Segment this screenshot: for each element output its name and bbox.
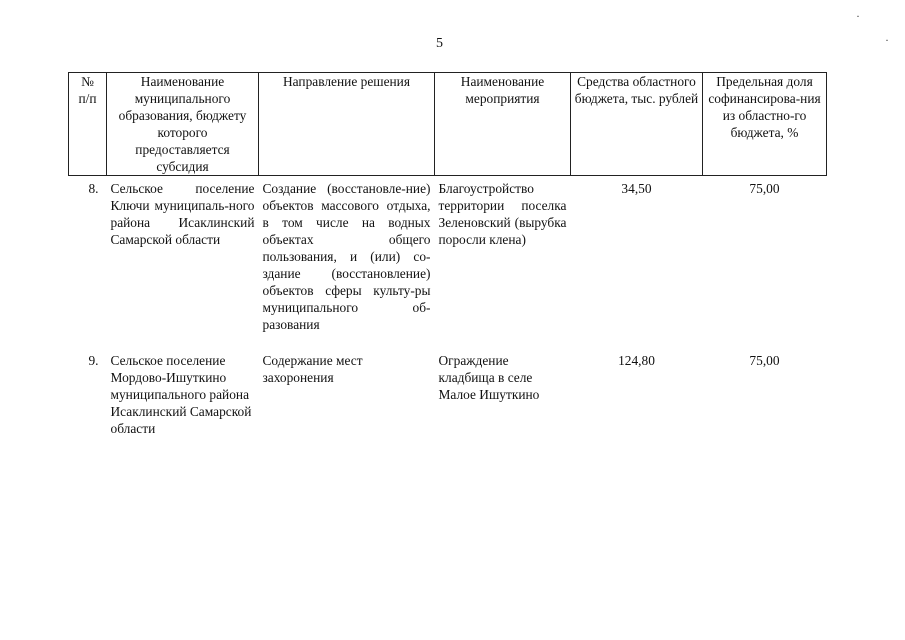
header-number: [69, 73, 107, 176]
table-header: [69, 73, 827, 176]
table-row: [69, 176, 827, 349]
header-municipality: Наименование муниципального образования, бюджету которого предоставляется субсидия: [107, 73, 259, 176]
row-number: 8.: [88, 181, 99, 196]
header-event: Наименование мероприятия: [435, 73, 571, 176]
row-municipality: Сельское поселение Ключи муниципаль-ного района Исаклинский Самарской области: [110, 181, 255, 247]
subsidy-table: [68, 72, 827, 437]
header-funds: Средства областного бюджета, тыс. рублей: [571, 73, 703, 176]
row-event: Ограждение кладбища в селе Малое Ишуткино: [438, 353, 540, 402]
row-municipality: Сельское поселение Мордово-Ишуткино муниципального района Исаклинский Самарской области: [110, 353, 252, 436]
row-direction: Создание (восстановле-ние) объектов массового отдыха, в том числе на водных объектах общего пользования, и (или) со-здание (восстановление) объектов сферы культу-ры муниципального об-разования: [262, 181, 431, 332]
row-funds: 34,50: [621, 181, 652, 196]
row-number: 9.: [88, 353, 99, 368]
page-number: 5: [436, 36, 443, 51]
table-row: [69, 348, 827, 437]
row-event: Благоустройство территории поселка Зеленовский (вырубка поросли клена): [438, 181, 567, 247]
row-share: 75,00: [749, 181, 780, 196]
header-direction: Направление решения: [259, 73, 435, 176]
header-number-line2: п/п: [78, 91, 97, 106]
row-direction: Содержание мест захоронения: [262, 353, 363, 385]
header-number-line1: №: [81, 74, 94, 89]
header-share: Предельная доля софинансирова-ния из областно-го бюджета, %: [703, 73, 827, 176]
row-funds: 124,80: [618, 353, 655, 368]
table-body: [69, 176, 827, 438]
scan-speck: ·: [856, 9, 860, 23]
header-row: [69, 73, 827, 176]
row-share: 75,00: [749, 353, 780, 368]
scan-speck: ·: [885, 33, 889, 47]
